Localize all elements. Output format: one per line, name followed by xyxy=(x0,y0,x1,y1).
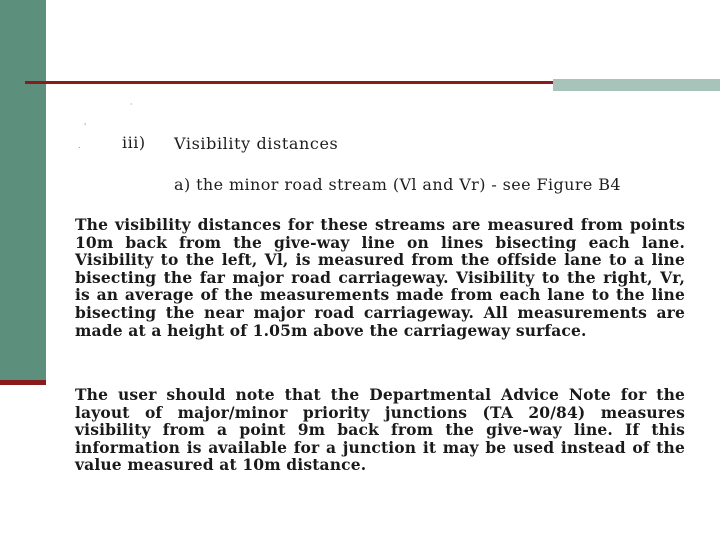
scan-speck: ' xyxy=(84,122,87,131)
sub-heading: a) the minor road stream (Vl and Vr) - see Figure B4 xyxy=(174,175,621,194)
paragraph-advice-note: The user should note that the Departmental Advice Note for the layout of major/minor priority junctions (TA 20/84) measures visibility from a point 9m back from the give-way line. If this information is available for a junction it may be used instead of the value measured at 10m distance. xyxy=(75,385,685,475)
title-rule-right-block xyxy=(553,79,720,91)
section-title: Visibility distances xyxy=(174,134,339,153)
paragraph-visibility-measurement: The visibility distances for these streams are measured from points 10m back from the give-way line on lines bisecting each lane. Visibility to the left, Vl, is measured from the offside lane to a line bisecting the far major road carriageway. Visibility to the right, Vr, is an average of the measurements made from each lane to the line bisecting the near major road carriageway. All measurements are made at a height of 1.05m above the carriageway surface. xyxy=(75,215,685,340)
title-rule xyxy=(25,81,555,84)
left-accent-bar xyxy=(0,0,46,385)
scan-speck: . xyxy=(78,141,81,150)
left-bar-red-accent xyxy=(0,380,46,385)
scanned-document xyxy=(70,95,690,485)
scan-speck: · xyxy=(130,100,133,109)
section-number: iii) xyxy=(122,133,146,152)
